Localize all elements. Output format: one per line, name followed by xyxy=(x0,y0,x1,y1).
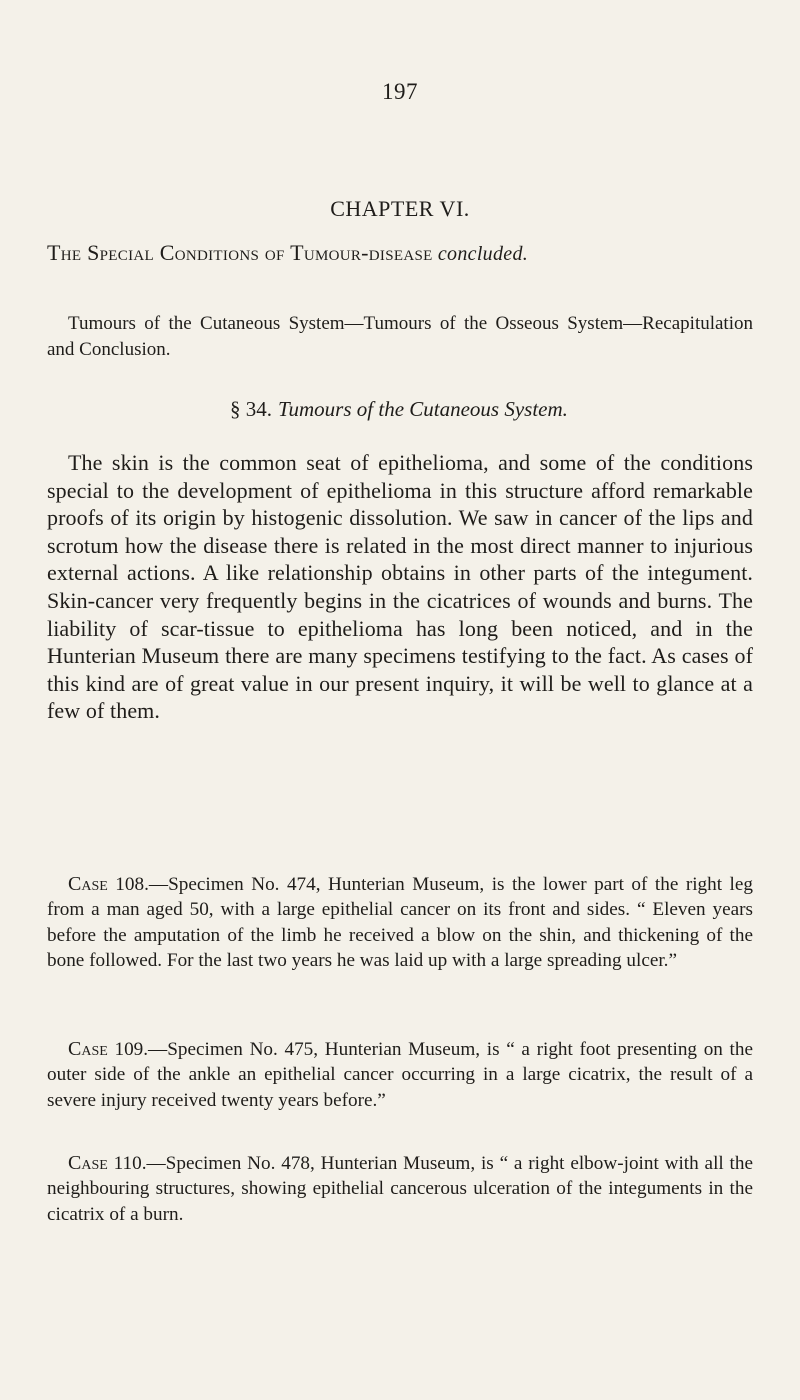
chapter-subtitle xyxy=(47,240,759,266)
case-label: Case xyxy=(68,1038,108,1060)
case-text: 110.—Specimen No. 478, Hunterian Museum, is “ a right elbow-joint with all the neighbouring structures, showing epithelial cancerous ulceration of the integuments in the cicatrix of a burn. xyxy=(47,1153,753,1225)
section-heading xyxy=(0,397,800,422)
case-paragraph xyxy=(47,1037,753,1113)
body-paragraph: The skin is the common seat of epithelioma, and some of the conditions special to the development of epithelioma in this structure afford remarkable proofs of its origin by histogenic dissolution. We saw in cancer of the lips and scrotum how the disease there is related in the most direct manner to injurious external actions. A like relationship obtains in other parts of the integument. Skin-cancer very frequently begins in the cicatrices of wounds and burns. The liability of scar-tissue to epithelioma has long been noticed, and in the Hunterian Museum there are many specimens testifying to the fact. As cases of this kind are of great value in our present inquiry, it will be well to glance at a few of them. xyxy=(47,450,753,724)
case-text: 109.—Specimen No. 475, Hunterian Museum, is “ a right foot presenting on the outer side of the ankle an epithelial cancer occurring in a large cicatrix, the result of a severe injury received twenty years before.” xyxy=(47,1039,753,1111)
chapter-subtitle-main: The Special Conditions of Tumour-disease xyxy=(47,240,433,265)
section-number: § 34. xyxy=(230,397,272,421)
case-text: 108.—Specimen No. 474, Hunterian Museum, is the lower part of the right leg from a man aged 50, with a large epithelial cancer on its front and sides. “ Eleven years before the amputation of the limb he received a blow on the shin, and thickening of the bone followed. For the last two years he was laid up with a large spreading ulcer.” xyxy=(47,874,754,972)
section-title: Tumours of the Cutaneous System. xyxy=(278,397,568,421)
case-label: Case xyxy=(68,873,108,895)
page-number: 197 xyxy=(382,79,418,104)
chapter-summary: Tumours of the Cutaneous System—Tumours of the Osseous System—Recapitulation and Conclusion. xyxy=(47,313,753,360)
case-paragraph xyxy=(47,872,753,974)
case-label: Case xyxy=(68,1152,108,1174)
chapter-subtitle-italic: concluded. xyxy=(437,243,529,265)
case-paragraph xyxy=(47,1151,753,1227)
chapter-title: CHAPTER VI. xyxy=(330,196,470,221)
